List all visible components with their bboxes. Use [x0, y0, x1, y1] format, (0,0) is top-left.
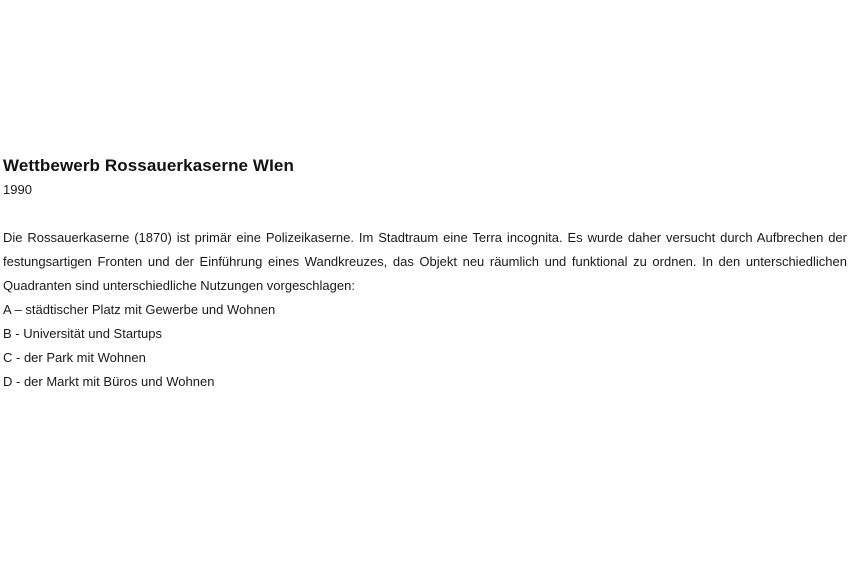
usage-item-b: B - Universität und Startups [3, 326, 162, 341]
project-article [3, 154, 847, 394]
usage-list [3, 298, 847, 394]
usage-item-c: C - der Park mit Wohnen [3, 350, 146, 365]
project-title: Wettbewerb Rossauerkaserne WIen [3, 156, 294, 175]
usage-item-a: A – städtischer Platz mit Gewerbe und Wohnen [3, 302, 276, 317]
project-year: 1990 [3, 182, 32, 197]
project-description: Die Rossauerkaserne (1870) ist primär eine Polizeikaserne. Im Stadtraum eine Terra incognita. Es wurde daher versucht durch Aufbrechen der festungsartigen Fronten und der Einführung eines Wandkreuzes, das Objekt neu räumlich und funktional zu ordnen. In den unterschiedlichen Quadranten sind unterschiedliche Nutzungen vorgeschlagen: [3, 230, 847, 293]
usage-item-d: D - der Markt mit Büros und Wohnen [3, 374, 215, 389]
